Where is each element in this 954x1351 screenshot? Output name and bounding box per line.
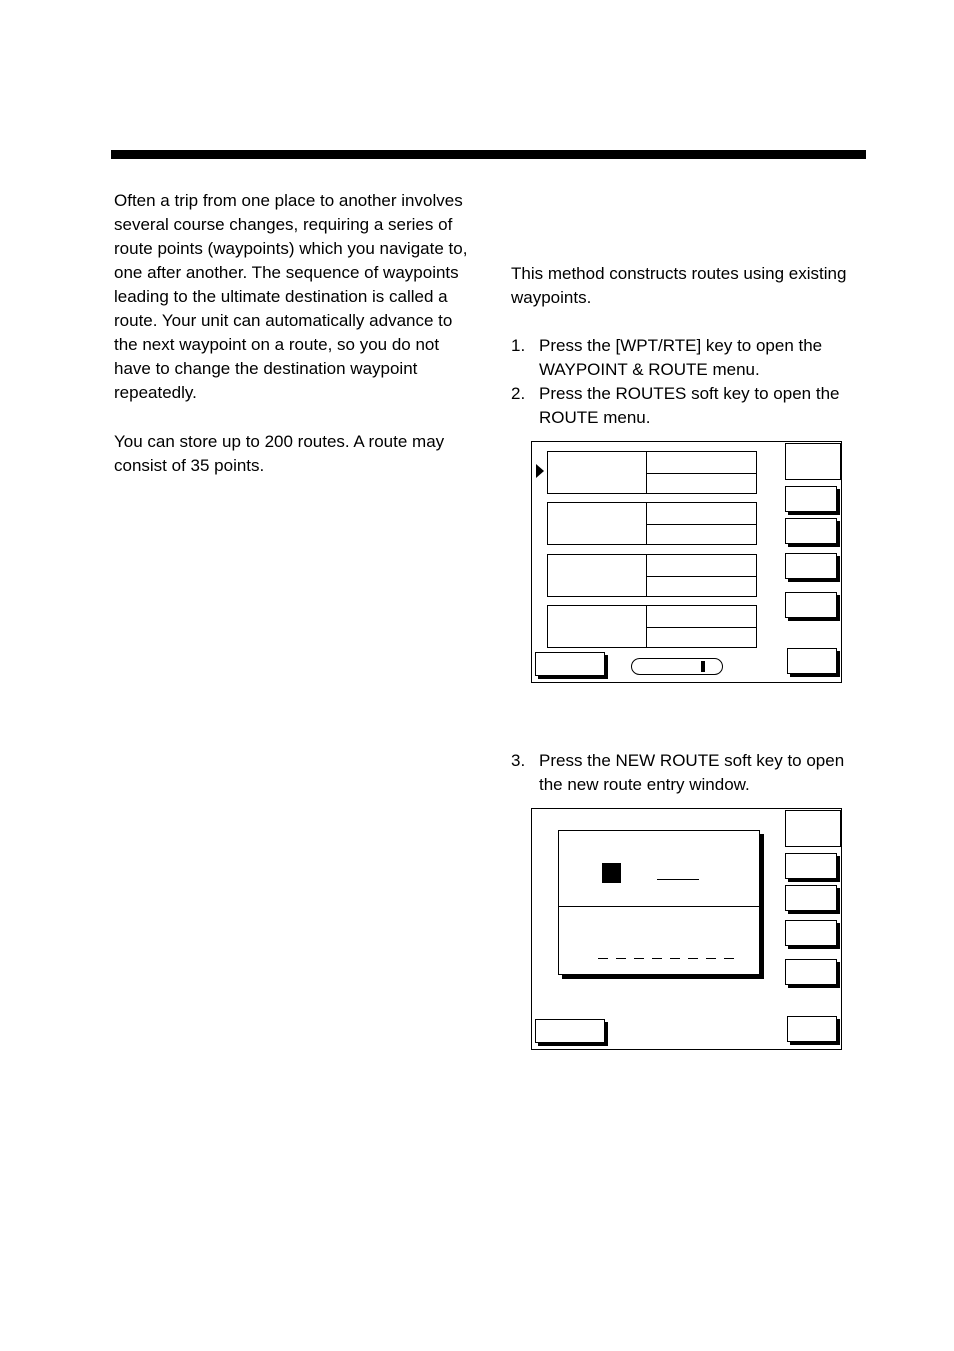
softkey-return[interactable]	[787, 1016, 837, 1042]
step-text: Press the ROUTES soft key to open the ROUTE menu.	[539, 384, 840, 427]
softkey-3[interactable]	[785, 553, 837, 579]
softkey-2[interactable]	[785, 518, 837, 544]
new-route-entry-window	[558, 830, 760, 975]
softkey-1[interactable]	[785, 853, 837, 879]
entry-cursor[interactable]	[602, 863, 621, 883]
route-list-item[interactable]	[547, 502, 757, 545]
step-number: 3.	[511, 751, 526, 770]
new-route-entry-screen	[531, 808, 842, 1050]
route-list-item[interactable]	[547, 451, 757, 494]
softkey-4[interactable]	[785, 592, 837, 618]
step-3	[511, 749, 866, 797]
route-name-field[interactable]	[598, 958, 734, 959]
softkey-4[interactable]	[785, 959, 837, 985]
route-number-field[interactable]	[657, 879, 699, 880]
softkey-2[interactable]	[785, 885, 837, 911]
route-menu-screen	[531, 441, 842, 683]
entry-divider	[559, 906, 759, 907]
route-capacity-paragraph: You can store up to 200 routes. A route may consist of 35 points.	[114, 432, 445, 475]
softkey-3[interactable]	[785, 920, 837, 946]
header-rule	[111, 150, 866, 159]
step-number: 2.	[511, 384, 526, 403]
route-list-item[interactable]	[547, 554, 757, 597]
softkey-1[interactable]	[785, 486, 837, 512]
scrollbar-thumb[interactable]	[701, 661, 705, 672]
method-intro: This method constructs routes using existing waypoints.	[511, 264, 847, 307]
softkey-title	[785, 443, 841, 480]
step-2	[511, 382, 866, 430]
back-button[interactable]	[535, 1019, 605, 1043]
scrollbar[interactable]	[631, 658, 723, 675]
softkey-title	[785, 810, 841, 847]
softkey-return[interactable]	[787, 648, 837, 674]
step-number: 1.	[511, 336, 526, 355]
step-text: Press the NEW ROUTE soft key to open the new route entry window.	[539, 751, 845, 794]
route-list-item[interactable]	[547, 605, 757, 648]
intro-paragraph: Often a trip from one place to another involves several course changes, requiring a series of route points (waypoints) which you navigate to, one after another. The sequence of waypoints leading to the ultimate destination is called a route. Your unit can automatically advance to the next waypoint on a route, so you do not have to change the destination waypoint repeatedly.	[114, 191, 468, 402]
back-button[interactable]	[535, 652, 605, 676]
step-text: Press the [WPT/RTE] key to open the WAYPOINT & ROUTE menu.	[539, 336, 823, 379]
step-1	[511, 334, 866, 382]
triangle-right-icon	[536, 464, 544, 478]
